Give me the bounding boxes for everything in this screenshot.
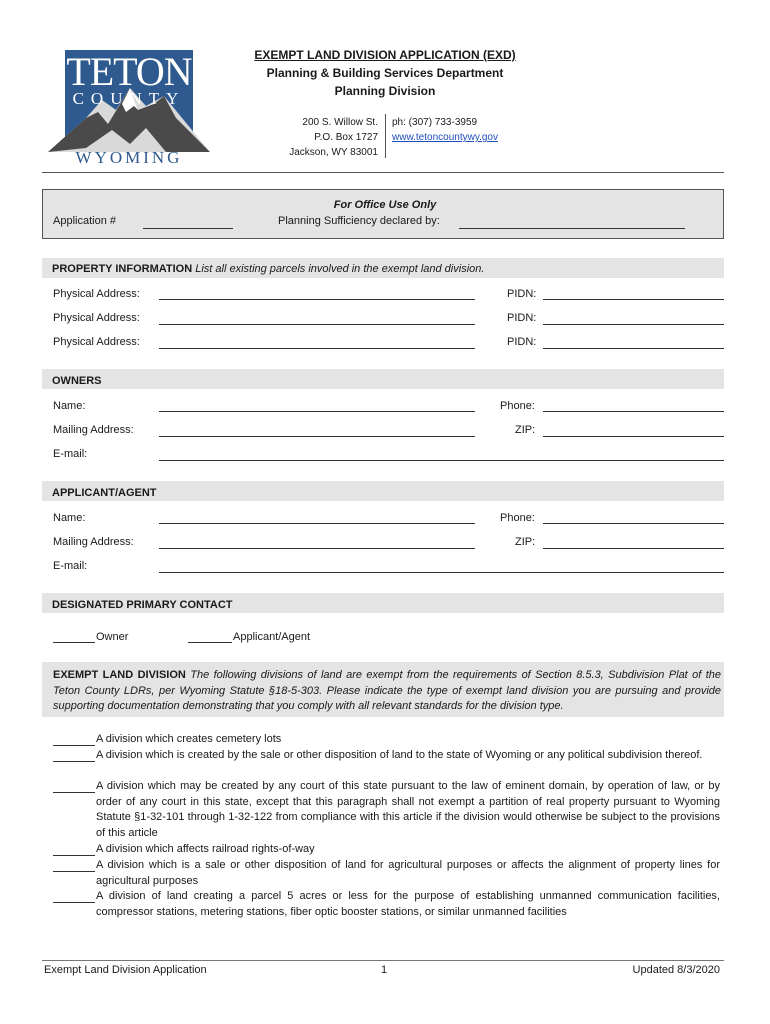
logo-text-teton: TETON (66, 49, 192, 94)
pidn-field[interactable] (543, 299, 724, 300)
exempt-option-text: A division of land creating a parcel 5 acres or less for the purpose of establishing unmanned communication facilities, compressor stations, metering stations, fiber optic booster stations, or similar unmanned facilities (96, 890, 720, 918)
exempt-option-text: A division which may be created by any court of this state pursuant to the law of eminent domain, by operation of law, or by order of any court in this state, except that this paragraph shall not exempt a partition of real property pursuant to Wyoming Statute §1-32-101 through 1-32-122 from compliance with this article if the division would otherwise be subject to the provisions of this article (96, 780, 720, 839)
exempt-intro (53, 668, 721, 715)
form-title: EXEMPT LAND DIVISION APPLICATION (EXD) (254, 48, 516, 62)
website-link[interactable]: www.tetoncountywy.gov (392, 132, 498, 143)
application-number-field[interactable] (143, 228, 233, 229)
applicant-name-field[interactable] (159, 523, 475, 524)
exempt-option-checkline[interactable] (53, 761, 95, 762)
owner-phone-label: Phone: (500, 400, 535, 412)
owner-name-label: Name: (53, 400, 86, 412)
exempt-option-checkline[interactable] (53, 871, 95, 872)
owner-zip-field[interactable] (543, 436, 724, 437)
pidn-label: PIDN: (507, 288, 537, 300)
owners-heading-text: OWNERS (52, 375, 102, 387)
applicant-mailing-field[interactable] (159, 548, 475, 549)
owner-contact-checkline[interactable] (53, 642, 95, 643)
applicant-contact-checkline[interactable] (188, 642, 232, 643)
office-address (264, 115, 378, 160)
physical-address-field[interactable] (159, 324, 475, 325)
owner-mailing-field[interactable] (159, 436, 475, 437)
owners-section-header (42, 369, 724, 389)
address-line: P.O. Box 1727 (314, 132, 378, 143)
physical-address-label: Physical Address: (53, 312, 140, 324)
footer-page-number: 1 (381, 964, 388, 976)
exempt-option-checkline[interactable] (53, 745, 95, 746)
address-line: Jackson, WY 83001 (289, 147, 378, 158)
pidn-field[interactable] (543, 348, 724, 349)
applicant-email-label: E-mail: (53, 560, 88, 572)
exempt-option-checkline[interactable] (53, 792, 95, 793)
owner-mailing-label: Mailing Address: (53, 424, 134, 436)
exempt-intro-text: The following divisions of land are exempt from the requirements of Section 8.5.3, Subdivision Plat of the Teton County LDRs, per Wyoming Statute §18-5-303. Please indicate the type of exempt land division you are pursuing and provide supporting documentation demonstrating that you comply with all relevant standards for the division type. (53, 669, 721, 713)
pidn-field[interactable] (543, 324, 724, 325)
office-use-box (42, 189, 724, 239)
applicant-phone-label: Phone: (500, 512, 535, 524)
division-name: Planning Division (334, 84, 436, 98)
applicant-zip-label: ZIP: (515, 536, 536, 548)
physical-address-label: Physical Address: (53, 336, 140, 348)
applicant-name-label: Name: (53, 512, 86, 524)
property-heading-text (52, 263, 484, 276)
address-divider (385, 114, 386, 158)
exempt-option-text: A division which affects railroad rights-of-way (96, 843, 315, 855)
sufficiency-label: Planning Sufficiency declared by: (278, 215, 440, 227)
owner-name-field[interactable] (159, 411, 475, 412)
property-heading: PROPERTY INFORMATION (52, 263, 193, 275)
footer-updated-date: Updated 8/3/2020 (632, 964, 720, 976)
exempt-option-text: A division which creates cemetery lots (96, 733, 282, 745)
owner-zip-label: ZIP: (515, 424, 536, 436)
exempt-heading: EXEMPT LAND DIVISION (53, 669, 186, 681)
office-use-title: For Office Use Only (333, 199, 437, 211)
applicant-phone-field[interactable] (543, 523, 724, 524)
applicant-heading (52, 487, 157, 500)
pidn-label: PIDN: (507, 336, 537, 348)
exempt-option-text: A division which is created by the sale or other disposition of land to the state of Wyoming or any political subdivision thereof. (96, 749, 703, 761)
teton-county-logo (46, 48, 212, 168)
address-line: 200 S. Willow St. (302, 117, 378, 128)
applicant-mailing-label: Mailing Address: (53, 536, 134, 548)
owner-email-label: E-mail: (53, 448, 88, 460)
applicant-contact-label: Applicant/Agent (233, 631, 311, 643)
owner-email-field[interactable] (159, 460, 724, 461)
contact-heading (52, 599, 233, 612)
sufficiency-field[interactable] (459, 228, 685, 229)
applicant-email-field[interactable] (159, 572, 724, 573)
logo-text-county: COUNTY (72, 89, 186, 108)
contact-heading-text: DESIGNATED PRIMARY CONTACT (52, 599, 233, 611)
exempt-option-text: A division which is a sale or other disposition of land for agricultural purposes or affects the alignment of property lines for agricultural purposes (96, 859, 720, 887)
applicant-zip-field[interactable] (543, 548, 724, 549)
physical-address-field[interactable] (159, 299, 475, 300)
header-rule (42, 172, 724, 173)
applicant-heading-text: APPLICANT/AGENT (52, 487, 157, 499)
physical-address-label: Physical Address: (53, 288, 140, 300)
application-number-label: Application # (53, 215, 116, 227)
exempt-option-checkline[interactable] (53, 902, 95, 903)
owner-phone-field[interactable] (543, 411, 724, 412)
footer-rule (42, 960, 724, 961)
footer-form-name: Exempt Land Division Application (44, 964, 207, 976)
logo-text-wyoming: WYOMING (75, 148, 183, 167)
owners-heading (52, 375, 102, 388)
physical-address-field[interactable] (159, 348, 475, 349)
office-phone: ph: (307) 733-3959 (392, 117, 478, 128)
exempt-option-checkline[interactable] (53, 855, 95, 856)
pidn-label: PIDN: (507, 312, 537, 324)
department-name: Planning & Building Services Department (266, 66, 504, 80)
property-note: List all existing parcels involved in the exempt land division. (195, 263, 485, 275)
owner-contact-label: Owner (96, 631, 129, 643)
